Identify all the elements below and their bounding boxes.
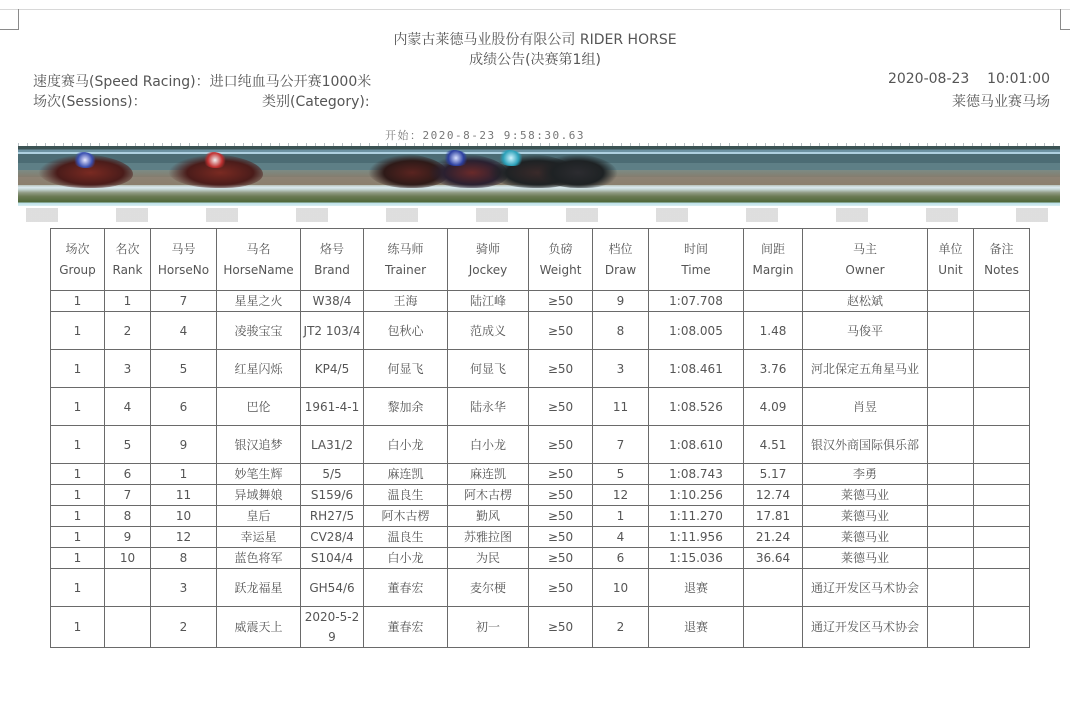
cell-unit	[928, 291, 974, 312]
cell-rank	[105, 607, 151, 648]
cell-draw: 2	[593, 607, 649, 648]
cell-brand: 1961-4-1	[301, 388, 364, 426]
cell-notes	[974, 350, 1030, 388]
cell-horse-name: 凌骏宝宝	[217, 312, 301, 350]
photo-finish-start-time: 开始：2020-8-23 9:58:30.63	[385, 129, 585, 142]
cell-horse-name: 银汉追梦	[217, 426, 301, 464]
cell-weight: ≥50	[529, 464, 593, 485]
cell-horse-name: 皇后	[217, 506, 301, 527]
cell-time: 1:11.270	[649, 506, 744, 527]
cell-margin	[744, 569, 803, 607]
cell-owner: 赵松斌	[803, 291, 928, 312]
venue-label: 莱德马业赛马场	[952, 94, 1050, 110]
cell-horse-no: 10	[151, 506, 217, 527]
cell-time: 1:10.256	[649, 485, 744, 506]
cell-horse-no: 4	[151, 312, 217, 350]
cell-horse-no: 7	[151, 291, 217, 312]
cell-brand: CV28/4	[301, 527, 364, 548]
cell-horse-no: 12	[151, 527, 217, 548]
cell-owner: 莱德马业	[803, 527, 928, 548]
cell-trainer: 麻连凯	[364, 464, 448, 485]
cell-horse-name: 红星闪烁	[217, 350, 301, 388]
cell-weight: ≥50	[529, 291, 593, 312]
cell-trainer: 温良生	[364, 527, 448, 548]
col-header-weight: 负磅 Weight	[529, 229, 593, 291]
cell-notes	[974, 527, 1030, 548]
cell-owner: 莱德马业	[803, 506, 928, 527]
cell-weight: ≥50	[529, 312, 593, 350]
cell-jockey: 初一	[448, 607, 529, 648]
results-table	[50, 228, 1030, 648]
cell-notes	[974, 426, 1030, 464]
cell-draw: 7	[593, 426, 649, 464]
cell-unit	[928, 350, 974, 388]
cell-brand: RH27/5	[301, 506, 364, 527]
table-row	[51, 291, 1030, 312]
cell-horse-no: 8	[151, 548, 217, 569]
cell-unit	[928, 388, 974, 426]
cell-group: 1	[51, 291, 105, 312]
cell-margin: 4.51	[744, 426, 803, 464]
table-header-row	[51, 229, 1030, 291]
cell-trainer: 温良生	[364, 485, 448, 506]
cell-notes	[974, 548, 1030, 569]
cell-time: 1:08.005	[649, 312, 744, 350]
cell-rank: 6	[105, 464, 151, 485]
cell-unit	[928, 426, 974, 464]
table-row	[51, 464, 1030, 485]
cell-jockey: 为民	[448, 548, 529, 569]
cell-trainer: 董春宏	[364, 569, 448, 607]
cell-group: 1	[51, 527, 105, 548]
cell-brand: LA31/2	[301, 426, 364, 464]
cell-group: 1	[51, 426, 105, 464]
cell-trainer: 何显飞	[364, 350, 448, 388]
results-body	[51, 291, 1030, 648]
col-header-brand: 烙号 Brand	[301, 229, 364, 291]
cell-group: 1	[51, 464, 105, 485]
cell-unit	[928, 506, 974, 527]
company-title: 内蒙古莱德马业股份有限公司 RIDER HORSE	[393, 32, 677, 48]
cell-unit	[928, 527, 974, 548]
table-row	[51, 485, 1030, 506]
cell-jockey: 陆永华	[448, 388, 529, 426]
cell-owner: 肖昱	[803, 388, 928, 426]
cell-draw: 10	[593, 569, 649, 607]
page-corner-mark-left	[0, 9, 19, 30]
cell-weight: ≥50	[529, 350, 593, 388]
cell-draw: 6	[593, 548, 649, 569]
cell-time: 1:08.526	[649, 388, 744, 426]
cell-draw: 11	[593, 388, 649, 426]
cell-weight: ≥50	[529, 569, 593, 607]
cell-trainer: 阿木古楞	[364, 506, 448, 527]
cell-time: 1:08.610	[649, 426, 744, 464]
cell-horse-no: 5	[151, 350, 217, 388]
cell-jockey: 勤风	[448, 506, 529, 527]
cell-brand: S159/6	[301, 485, 364, 506]
cell-margin: 5.17	[744, 464, 803, 485]
cell-horse-no: 1	[151, 464, 217, 485]
cell-jockey: 陆江峰	[448, 291, 529, 312]
table-row	[51, 607, 1030, 648]
cell-rank: 9	[105, 527, 151, 548]
cell-horse-no: 6	[151, 388, 217, 426]
table-row	[51, 388, 1030, 426]
cell-horse-name: 蓝色将军	[217, 548, 301, 569]
cell-time: 1:08.461	[649, 350, 744, 388]
col-header-group: 场次 Group	[51, 229, 105, 291]
cell-group: 1	[51, 548, 105, 569]
cell-rank: 2	[105, 312, 151, 350]
col-header-draw: 档位 Draw	[593, 229, 649, 291]
col-header-margin: 间距 Margin	[744, 229, 803, 291]
cell-owner: 马俊平	[803, 312, 928, 350]
cell-trainer: 黎加余	[364, 388, 448, 426]
cell-jockey: 何显飞	[448, 350, 529, 388]
cell-rank	[105, 569, 151, 607]
cell-owner: 李勇	[803, 464, 928, 485]
cell-margin: 12.74	[744, 485, 803, 506]
cell-trainer: 白小龙	[364, 548, 448, 569]
cell-horse-no: 2	[151, 607, 217, 648]
cell-margin: 21.24	[744, 527, 803, 548]
cell-brand: 5/5	[301, 464, 364, 485]
cell-trainer: 王海	[364, 291, 448, 312]
cell-brand: GH54/6	[301, 569, 364, 607]
cell-brand: KP4/5	[301, 350, 364, 388]
cell-time: 退赛	[649, 607, 744, 648]
col-header-trainer: 练马师 Trainer	[364, 229, 448, 291]
cell-margin: 3.76	[744, 350, 803, 388]
page-top-border	[0, 9, 1070, 10]
report-datetime: 2020-08-23 10:01:00	[887, 71, 1050, 87]
cell-rank: 7	[105, 485, 151, 506]
cell-jockey: 范成义	[448, 312, 529, 350]
cell-weight: ≥50	[529, 548, 593, 569]
cell-rank: 1	[105, 291, 151, 312]
cell-unit	[928, 485, 974, 506]
sessions-label: 场次(Sessions)：	[33, 94, 147, 110]
cell-owner: 银汉外商国际俱乐部	[803, 426, 928, 464]
cell-time: 退赛	[649, 569, 744, 607]
cell-draw: 5	[593, 464, 649, 485]
cell-unit	[928, 548, 974, 569]
cell-notes	[974, 607, 1030, 648]
jockey-figure	[73, 152, 97, 168]
cell-rank: 8	[105, 506, 151, 527]
cell-brand: JT2 103/4	[301, 312, 364, 350]
cell-notes	[974, 485, 1030, 506]
cell-notes	[974, 312, 1030, 350]
cell-group: 1	[51, 506, 105, 527]
cell-weight: ≥50	[529, 485, 593, 506]
cell-margin: 4.09	[744, 388, 803, 426]
cell-horse-name: 巴伦	[217, 388, 301, 426]
cell-unit	[928, 312, 974, 350]
cell-group: 1	[51, 388, 105, 426]
cell-trainer: 白小龙	[364, 426, 448, 464]
cell-time: 1:08.743	[649, 464, 744, 485]
cell-margin: 1.48	[744, 312, 803, 350]
cell-rank: 3	[105, 350, 151, 388]
cell-group: 1	[51, 485, 105, 506]
cell-draw: 8	[593, 312, 649, 350]
cell-horse-name: 跃龙福星	[217, 569, 301, 607]
cell-draw: 12	[593, 485, 649, 506]
cell-time: 1:11.956	[649, 527, 744, 548]
page-corner-mark-right	[1060, 9, 1070, 30]
table-row	[51, 312, 1030, 350]
col-header-time: 时间 Time	[649, 229, 744, 291]
col-header-rank: 名次 Rank	[105, 229, 151, 291]
cell-jockey: 阿木古楞	[448, 485, 529, 506]
table-row	[51, 548, 1030, 569]
cell-weight: ≥50	[529, 527, 593, 548]
col-header-notes: 备注 Notes	[974, 229, 1030, 291]
cell-owner: 通辽开发区马术协会	[803, 569, 928, 607]
cell-draw: 3	[593, 350, 649, 388]
cell-owner: 莱德马业	[803, 548, 928, 569]
table-row	[51, 506, 1030, 527]
cell-rank: 10	[105, 548, 151, 569]
cell-unit	[928, 464, 974, 485]
category-label: 类别(Category):	[262, 94, 370, 110]
race-label: 速度赛马(Speed Racing)：进口纯血马公开赛1000米	[33, 74, 372, 90]
cell-trainer: 董春宏	[364, 607, 448, 648]
cell-time: 1:15.036	[649, 548, 744, 569]
cell-time: 1:07.708	[649, 291, 744, 312]
cell-group: 1	[51, 569, 105, 607]
cell-margin	[744, 607, 803, 648]
cell-notes	[974, 388, 1030, 426]
col-header-unit: 单位 Unit	[928, 229, 974, 291]
cell-horse-name: 幸运星	[217, 527, 301, 548]
col-header-horse-name: 马名 HorseName	[217, 229, 301, 291]
cell-horse-name: 星星之火	[217, 291, 301, 312]
report-subtitle: 成绩公告(决赛第1组)	[469, 52, 601, 68]
cell-horse-name: 妙笔生辉	[217, 464, 301, 485]
cell-horse-no: 11	[151, 485, 217, 506]
cell-draw: 1	[593, 506, 649, 527]
table-row	[51, 426, 1030, 464]
cell-horse-no: 9	[151, 426, 217, 464]
cell-rank: 5	[105, 426, 151, 464]
cell-unit	[928, 607, 974, 648]
cell-weight: ≥50	[529, 426, 593, 464]
jockey-figure	[443, 150, 469, 166]
cell-notes	[974, 291, 1030, 312]
table-row	[51, 569, 1030, 607]
cell-brand: 2020-5-29	[301, 607, 364, 648]
cell-draw: 9	[593, 291, 649, 312]
cell-unit	[928, 569, 974, 607]
jockey-figure	[203, 152, 227, 168]
table-row	[51, 350, 1030, 388]
table-row	[51, 527, 1030, 548]
cell-group: 1	[51, 350, 105, 388]
cell-owner: 莱德马业	[803, 485, 928, 506]
cell-jockey: 麦尔梗	[448, 569, 529, 607]
cell-brand: W38/4	[301, 291, 364, 312]
cell-horse-name: 威震天上	[217, 607, 301, 648]
cell-draw: 4	[593, 527, 649, 548]
cell-notes	[974, 506, 1030, 527]
cell-horse-name: 异域舞娘	[217, 485, 301, 506]
cell-margin	[744, 291, 803, 312]
jockey-figure	[498, 150, 524, 166]
cell-margin: 36.64	[744, 548, 803, 569]
cell-rank: 4	[105, 388, 151, 426]
photo-finish-time-labels	[18, 208, 1060, 222]
cell-group: 1	[51, 607, 105, 648]
cell-margin: 17.81	[744, 506, 803, 527]
cell-owner: 通辽开发区马术协会	[803, 607, 928, 648]
col-header-jockey: 骑师 Jockey	[448, 229, 529, 291]
cell-trainer: 包秋心	[364, 312, 448, 350]
cell-weight: ≥50	[529, 388, 593, 426]
cell-horse-no: 3	[151, 569, 217, 607]
col-header-owner: 马主 Owner	[803, 229, 928, 291]
cell-notes	[974, 569, 1030, 607]
cell-weight: ≥50	[529, 607, 593, 648]
cell-jockey: 苏雅拉图	[448, 527, 529, 548]
cell-jockey: 麻连凯	[448, 464, 529, 485]
cell-brand: S104/4	[301, 548, 364, 569]
cell-group: 1	[51, 312, 105, 350]
col-header-horse-no: 马号 HorseNo	[151, 229, 217, 291]
photo-finish-image	[18, 146, 1060, 206]
horse-figure	[538, 154, 618, 188]
cell-owner: 河北保定五角星马业	[803, 350, 928, 388]
cell-jockey: 白小龙	[448, 426, 529, 464]
cell-notes	[974, 464, 1030, 485]
cell-weight: ≥50	[529, 506, 593, 527]
